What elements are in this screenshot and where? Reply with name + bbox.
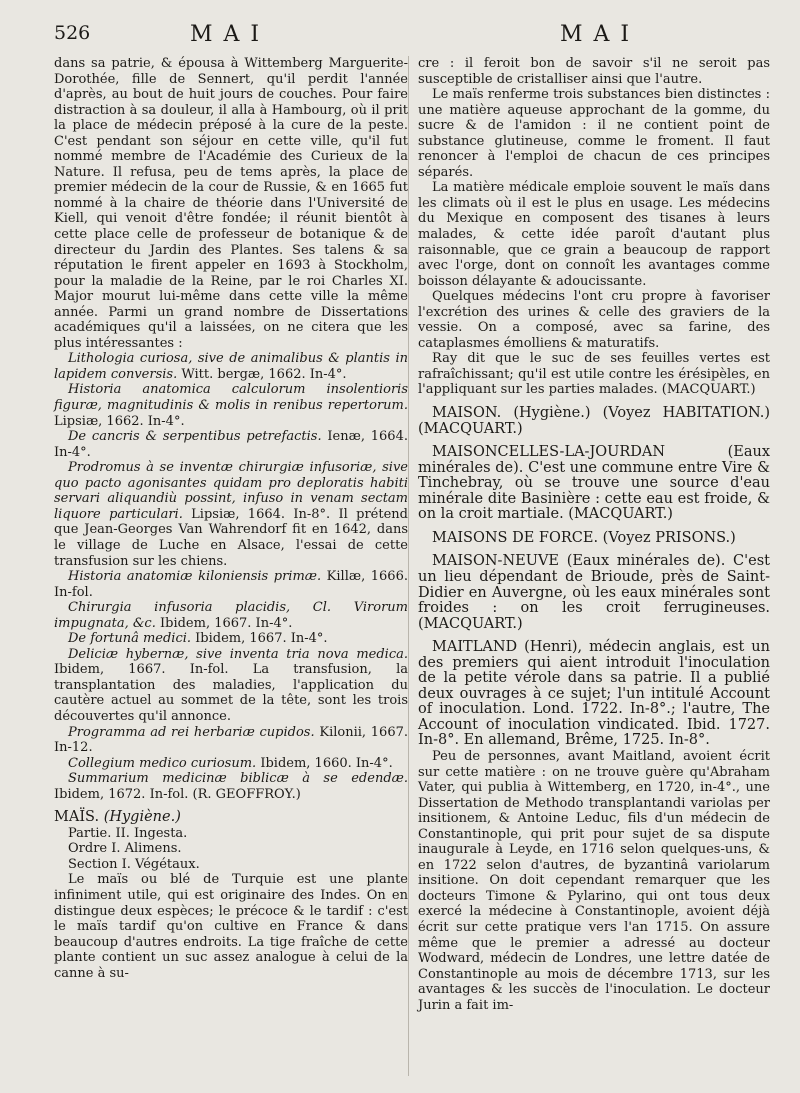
work-info: Lipsiæ, 1664. In-8°. Il prétend que Jean-Georges Van Wahrendorf fit en 1642, dans le village de Luche en Alsace, l'essai de cette transfusion sur les chiens. — [54, 506, 408, 569]
entry-mais-head: MAÏS. — [54, 809, 100, 826]
work-title: Historia anatomiæ kiloniensis primæ. — [68, 569, 322, 585]
work-title: De fortunâ medici. — [68, 631, 192, 647]
work-title: Programma ad rei herbariæ cupidos. — [68, 724, 315, 740]
work-entry — [54, 771, 408, 802]
work-entry — [54, 756, 408, 772]
works-list — [54, 351, 408, 802]
mais-medical: La matière médicale emploie souvent le maïs dans les climats où il est le plus en usage. Les médecins du Mexique en composent des tisanes à leurs malades, & cette idée paroît d'autant plus raisonnable, que ce grain a beaucoup de rapport avec l'orge, dont on connoît les avantages comme boisson délayante & adoucissante. — [418, 180, 770, 289]
entry-maisons-de-force: MAISONS DE FORCE. (Voyez PRISONS.) — [432, 529, 736, 546]
work-entry — [54, 382, 408, 429]
work-entry — [54, 647, 408, 725]
work-title: Historia anatomica calculorum insolentioris figuræ, magnitudinis & molis in renibus repertorum. — [54, 382, 408, 414]
work-info: Ibidem, 1672. In-fol. (R. GEOFFROY.) — [54, 786, 301, 802]
mais-paragraph: Le maïs ou blé de Turquie est une plante infiniment utile, qui est originaire des Indes. On en distingue deux espèces; le précoce & le tardif : c'est le maïs tardif qu'on cultive en France & dans beaucoup d'autres endroits. La tige fraîche de cette plante contient un suc assez analogue à celui de la canne à su- — [54, 872, 408, 981]
work-title: De cancris & serpentibus petrefactis. — [68, 429, 322, 445]
entry-mais — [54, 810, 408, 826]
maitland-paragraph: Peu de personnes, avant Maitland, avoient écrit sur cette matière : on ne trouve guère qu'Abraham Vater, qui publia à Wittemberg, en 1720, in-4°., une Dissertation de Methodo transplantandi variolas per insitionem, & Antoine Leduc, fils d'un médecin de Constantinople, qui prit pour sujet de sa dispute inaugurale à Leyde, en 1716 selon quelques-uns, & en 1722 selon d'autres, de byzantinâ variolarum insitione. On doit cependant remarquer que les docteurs Timone & Pylarino, qui ont tous deux exercé la médecine à Constantinople, avoient déjà écrit sur cette pratique vers l'an 1715. On assure même que le premier a adressé au docteur Wodward, médecin de Londres, une lettre datée de Constantinople au mois de décembre 1713, sur les avantages & les succès de l'inoculation. Le docteur Jurin a fait im- — [418, 748, 770, 1013]
work-info: Ibidem, 1667. In-fol. La transfusion, la transplantation des maladies, l'application du cautère actuel au sommet de la tête, sont les trois découvertes qu'il annonce. — [54, 662, 408, 724]
right-column — [418, 56, 770, 1013]
mais-order: Ordre I. Alimens. — [68, 841, 182, 857]
work-entry — [54, 600, 408, 631]
work-info: Witt. bergæ, 1662. In-4°. — [177, 366, 347, 382]
work-title: Prodromus à se inventæ chirurgiæ infusoriæ, sive quo pacto agonisantes quidam pro deploratis habiti servari aliquandiù possint, infuso in venam sectam liquore particulari. — [54, 460, 408, 522]
running-head-left: MAI — [190, 22, 271, 47]
page-number: 526 — [54, 22, 91, 44]
work-entry — [54, 351, 408, 382]
work-entry — [54, 725, 408, 756]
work-entry — [54, 569, 408, 600]
mais-substances: Le maïs renferme trois substances bien distinctes : une matière aqueuse approchant de la gomme, du sucre & de l'amidon : il ne contient point de substance glutineuse, comme le froment. Il faut renoncer à l'emploi de chacun de ces principes séparés. — [418, 87, 770, 180]
work-info: Kilonii, 1667. In-12. — [54, 724, 408, 756]
column-divider — [408, 56, 409, 1076]
work-title: Lithologia curiosa, sive de animalibus & plantis in lapidem conversis. — [54, 351, 408, 382]
mais-continued: cre : il feroit bon de savoir s'il ne seroit pas susceptible de cristalliser ainsi que l'autre. — [418, 56, 770, 87]
page-header — [0, 22, 800, 52]
entry-maison: MAISON. (Hygiène.) (Voyez HABITATION.) (MACQUART.) — [418, 405, 770, 437]
work-title: Deliciæ hybernæ, sive inventa tria nova medica. — [68, 646, 408, 662]
left-column — [54, 56, 408, 981]
work-info: Ibidem, 1667. In-4°. — [191, 631, 328, 647]
entry-maisoncelles: MAISONCELLES-LA-JOURDAN (Eaux minérales de). C'est une commune entre Vire & Tinchebray, où se trouve une source d'eau minérale dite Basinière : cette eau est froide, & on la croit martiale. (MACQUART.) — [418, 444, 770, 523]
work-title: Chirurgia infusoria placidis, Cl. Virorum impugnata, &c. — [54, 600, 408, 631]
entry-maison-neuve: MAISON-NEUVE (Eaux minérales de). C'est un lieu dépendant de Brioude, près de Saint-Didier en Auvergne, où les eaux minérales sont froides : on les croit ferrugineuses. (MACQUART.) — [418, 553, 770, 632]
entry-maitland: MAITLAND (Henri), médecin anglais, est un des premiers qui aient introduit l'inoculation de la petite vérole dans sa patrie. Il a publié deux ouvrages à ce sujet; l'un intitulé Account of inoculation. Lond. 1722. In-8°.; l'autre, The Account of inoculation vindicated. Ibid. 1727. In-8°. En allemand, Brême, 1725. In-8°. — [418, 639, 770, 749]
work-title: Collegium medico curiosum. — [68, 755, 257, 771]
entry-mais-tag: (Hygiène.) — [103, 809, 181, 826]
mais-urine: Quelques médecins l'ont cru propre à favoriser l'excrétion des urines & celle des graviers de la vessie. On a composé, avec sa farine, des cataplasmes émolliens & maturatifs. — [418, 289, 770, 351]
work-info: Ibidem, 1667. In-4°. — [155, 615, 293, 631]
work-entry — [54, 631, 408, 647]
work-info: Ienæ, 1664. In-4°. — [54, 429, 408, 460]
intro-paragraph: dans sa patrie, & épousa à Wittemberg Marguerite-Dorothée, fille de Sennert, qu'il perdit l'année d'après, au bout de huit jours de couches. Pour faire distraction à sa douleur, il alla à Hambourg, où il prit la place de médecin préposé à la cure de la peste. C'est pendant son séjour en cette ville, qu'il fut nommé membre de l'Académie des Curieux de la Nature. Il refusa, peu de tems après, la place de premier médecin de la cour de Russie, & en 1665 fut nommé à la chaire de théorie dans l'Université de Kiell, qui venoit d'être fondée; il réunit bientôt à cette place celle de professeur de botanique & de directeur du Jardin des Plantes. Ses talens & sa réputation le firent appeler en 1693 à Stockholm, pour la maladie de la Reine, par le roi Charles XI. Major mourut lui-même dans cette ville la même année. Parmi un grand nombre de Dissertations académiques qu'il a laissées, on ne citera que les plus intéressantes : — [54, 56, 408, 351]
work-info: Killæ, 1666. In-fol. — [54, 569, 408, 600]
running-head-right: MAI — [560, 22, 641, 47]
work-info: Lipsiæ, 1662. In-4°. — [54, 413, 185, 429]
work-info: Ibidem, 1660. In-4°. — [256, 755, 393, 771]
work-title: Summarium medicinæ biblicæ à se edendæ. — [68, 771, 408, 787]
mais-ray: Ray dit que le suc de ses feuilles vertes est rafraîchissant; qu'il est utile contre les érésipèles, en l'appliquant sur les parties malades. (MACQUART.) — [418, 351, 770, 398]
work-entry — [54, 429, 408, 460]
mais-part: Partie. II. Ingesta. — [68, 825, 188, 841]
mais-section: Section I. Végétaux. — [68, 856, 200, 872]
work-entry — [54, 460, 408, 569]
